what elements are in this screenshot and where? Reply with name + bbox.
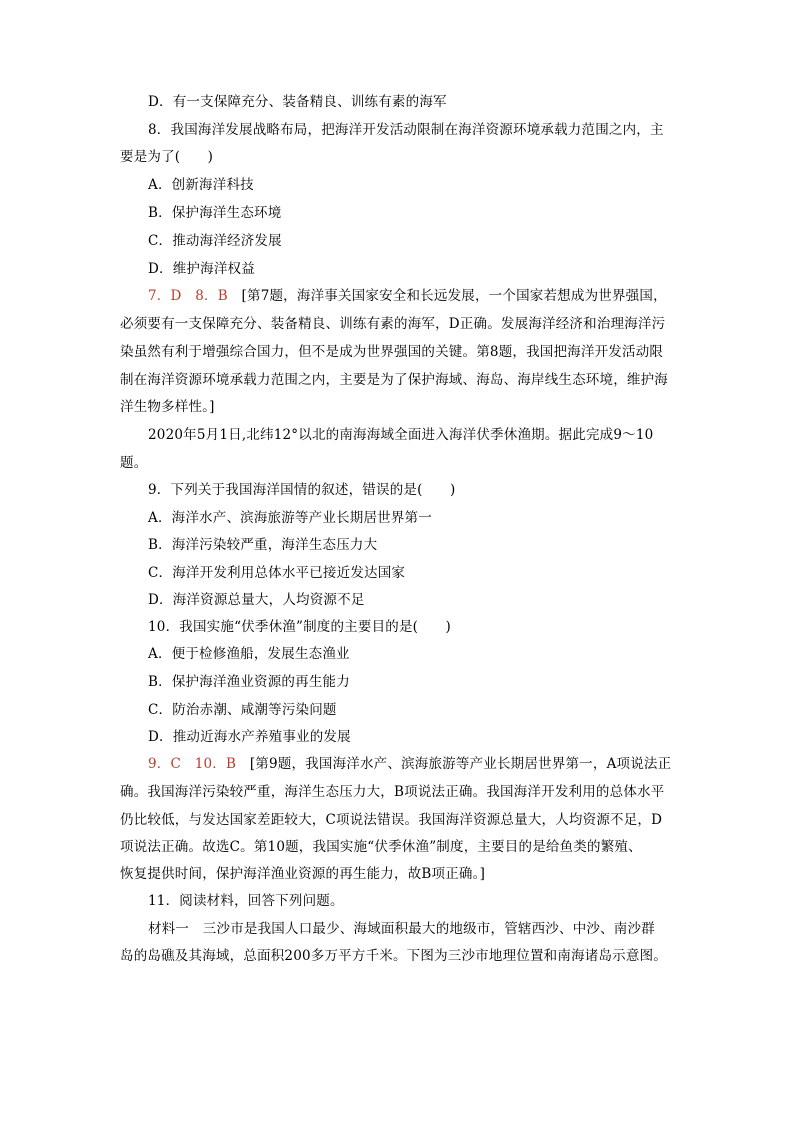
answer-key-9-10: 9．C 10．B (148, 756, 237, 772)
explanation-9-10: 仍比较低，与发达国家差距较大，C项说法错误。我国海洋资源总量大，人均资源不足，D (120, 812, 663, 828)
q10-option-c: C．防治赤潮、咸潮等污染问题 (148, 702, 337, 718)
q8-option-b: B．保护海洋生态环境 (148, 205, 282, 221)
explanation-9-10: 确。我国海洋污染较严重，海洋生态压力大，B项说法正确。我国海洋开发利用的总体水平 (120, 784, 665, 800)
q9-option-a: A．海洋水产、滨海旅游等产业长期居世界第一 (148, 510, 432, 526)
q9-stem: 9．下列关于我国海洋国情的叙述，错误的是( ) (148, 482, 456, 498)
explanation-7-8: 必须要有一支保障充分、装备精良、训练有素的海军，D正确。发展海洋经济和治理海洋污 (120, 316, 666, 332)
q9-option-c: C．海洋开发利用总体水平已接近发达国家 (148, 565, 406, 581)
explanation-7-8: 染虽然有利于增强综合国力，但不是成为世界强国的关键。第8题，我国把海洋开发活动限 (120, 344, 664, 360)
material-intro: 2020年5月1日,北纬12°以北的南海海域全面进入海洋伏季休渔期。据此完成9～10 (148, 427, 654, 443)
q8-option-c: C．推动海洋经济发展 (148, 233, 282, 249)
q10-stem: 10．我国实施“伏季休渔”制度的主要目的是( ) (148, 619, 452, 635)
q9-option-b: B．海洋污染较严重，海洋生态压力大 (148, 537, 378, 553)
q8-stem-continued: 要是为了( ) (120, 149, 214, 165)
answer-key-7-8: 7．D 8．B (148, 288, 228, 304)
material-intro-continued: 题。 (120, 455, 148, 471)
q10-option-a: A．便于检修渔船，发展生态渔业 (148, 646, 350, 662)
answer-7-8-line (148, 286, 667, 306)
answer-9-10-line (148, 754, 671, 774)
q7-option-d: D．有一支保障充分、装备精良、训练有素的海军 (148, 94, 447, 110)
q8-stem: 8．我国海洋发展战略布局，把海洋开发活动限制在海洋资源环境承载力范围之内，主 (148, 122, 664, 138)
explanation-7-8: 制在海洋资源环境承载力范围之内，主要是为了保护海域、海岛、海岸线生态环境，维护海 (120, 372, 668, 388)
explanation-9-10-start: [第9题，我国海洋水产、滨海旅游等产业长期居世界第一，A项说法正 (249, 756, 672, 772)
explanation-7-8: 洋生物多样性。] (120, 399, 215, 415)
explanation-9-10: 恢复提供时间，保护海洋渔业资源的再生能力，故B项正确。] (120, 866, 486, 882)
q10-option-b: B．保护海洋渔业资源的再生能力 (148, 674, 350, 690)
q11-stem: 11．阅读材料，回答下列问题。 (148, 893, 344, 909)
explanation-9-10: 项说法正确。故选C。第10题，我国实施“伏季休渔”制度，主要目的是给鱼类的繁殖、 (120, 839, 642, 855)
q9-option-d: D．海洋资源总量大，人均资源不足 (148, 592, 365, 608)
material-one: 材料一 三沙市是我国人口最少、海域面积最大的地级市，管辖西沙、中沙、南沙群 (148, 921, 655, 937)
material-one-continued: 岛的岛礁及其海域，总面积200多万平方千米。下图为三沙市地理位置和南海诸岛示意图。 (120, 948, 667, 964)
explanation-7-8-start: [第7题，海洋事关国家安全和长远发展，一个国家若想成为世界强国， (241, 288, 667, 304)
q8-option-d: D．维护海洋权益 (148, 261, 255, 277)
q10-option-d: D．推动近海水产养殖事业的发展 (148, 729, 351, 745)
q8-option-a: A．创新海洋科技 (148, 177, 254, 193)
